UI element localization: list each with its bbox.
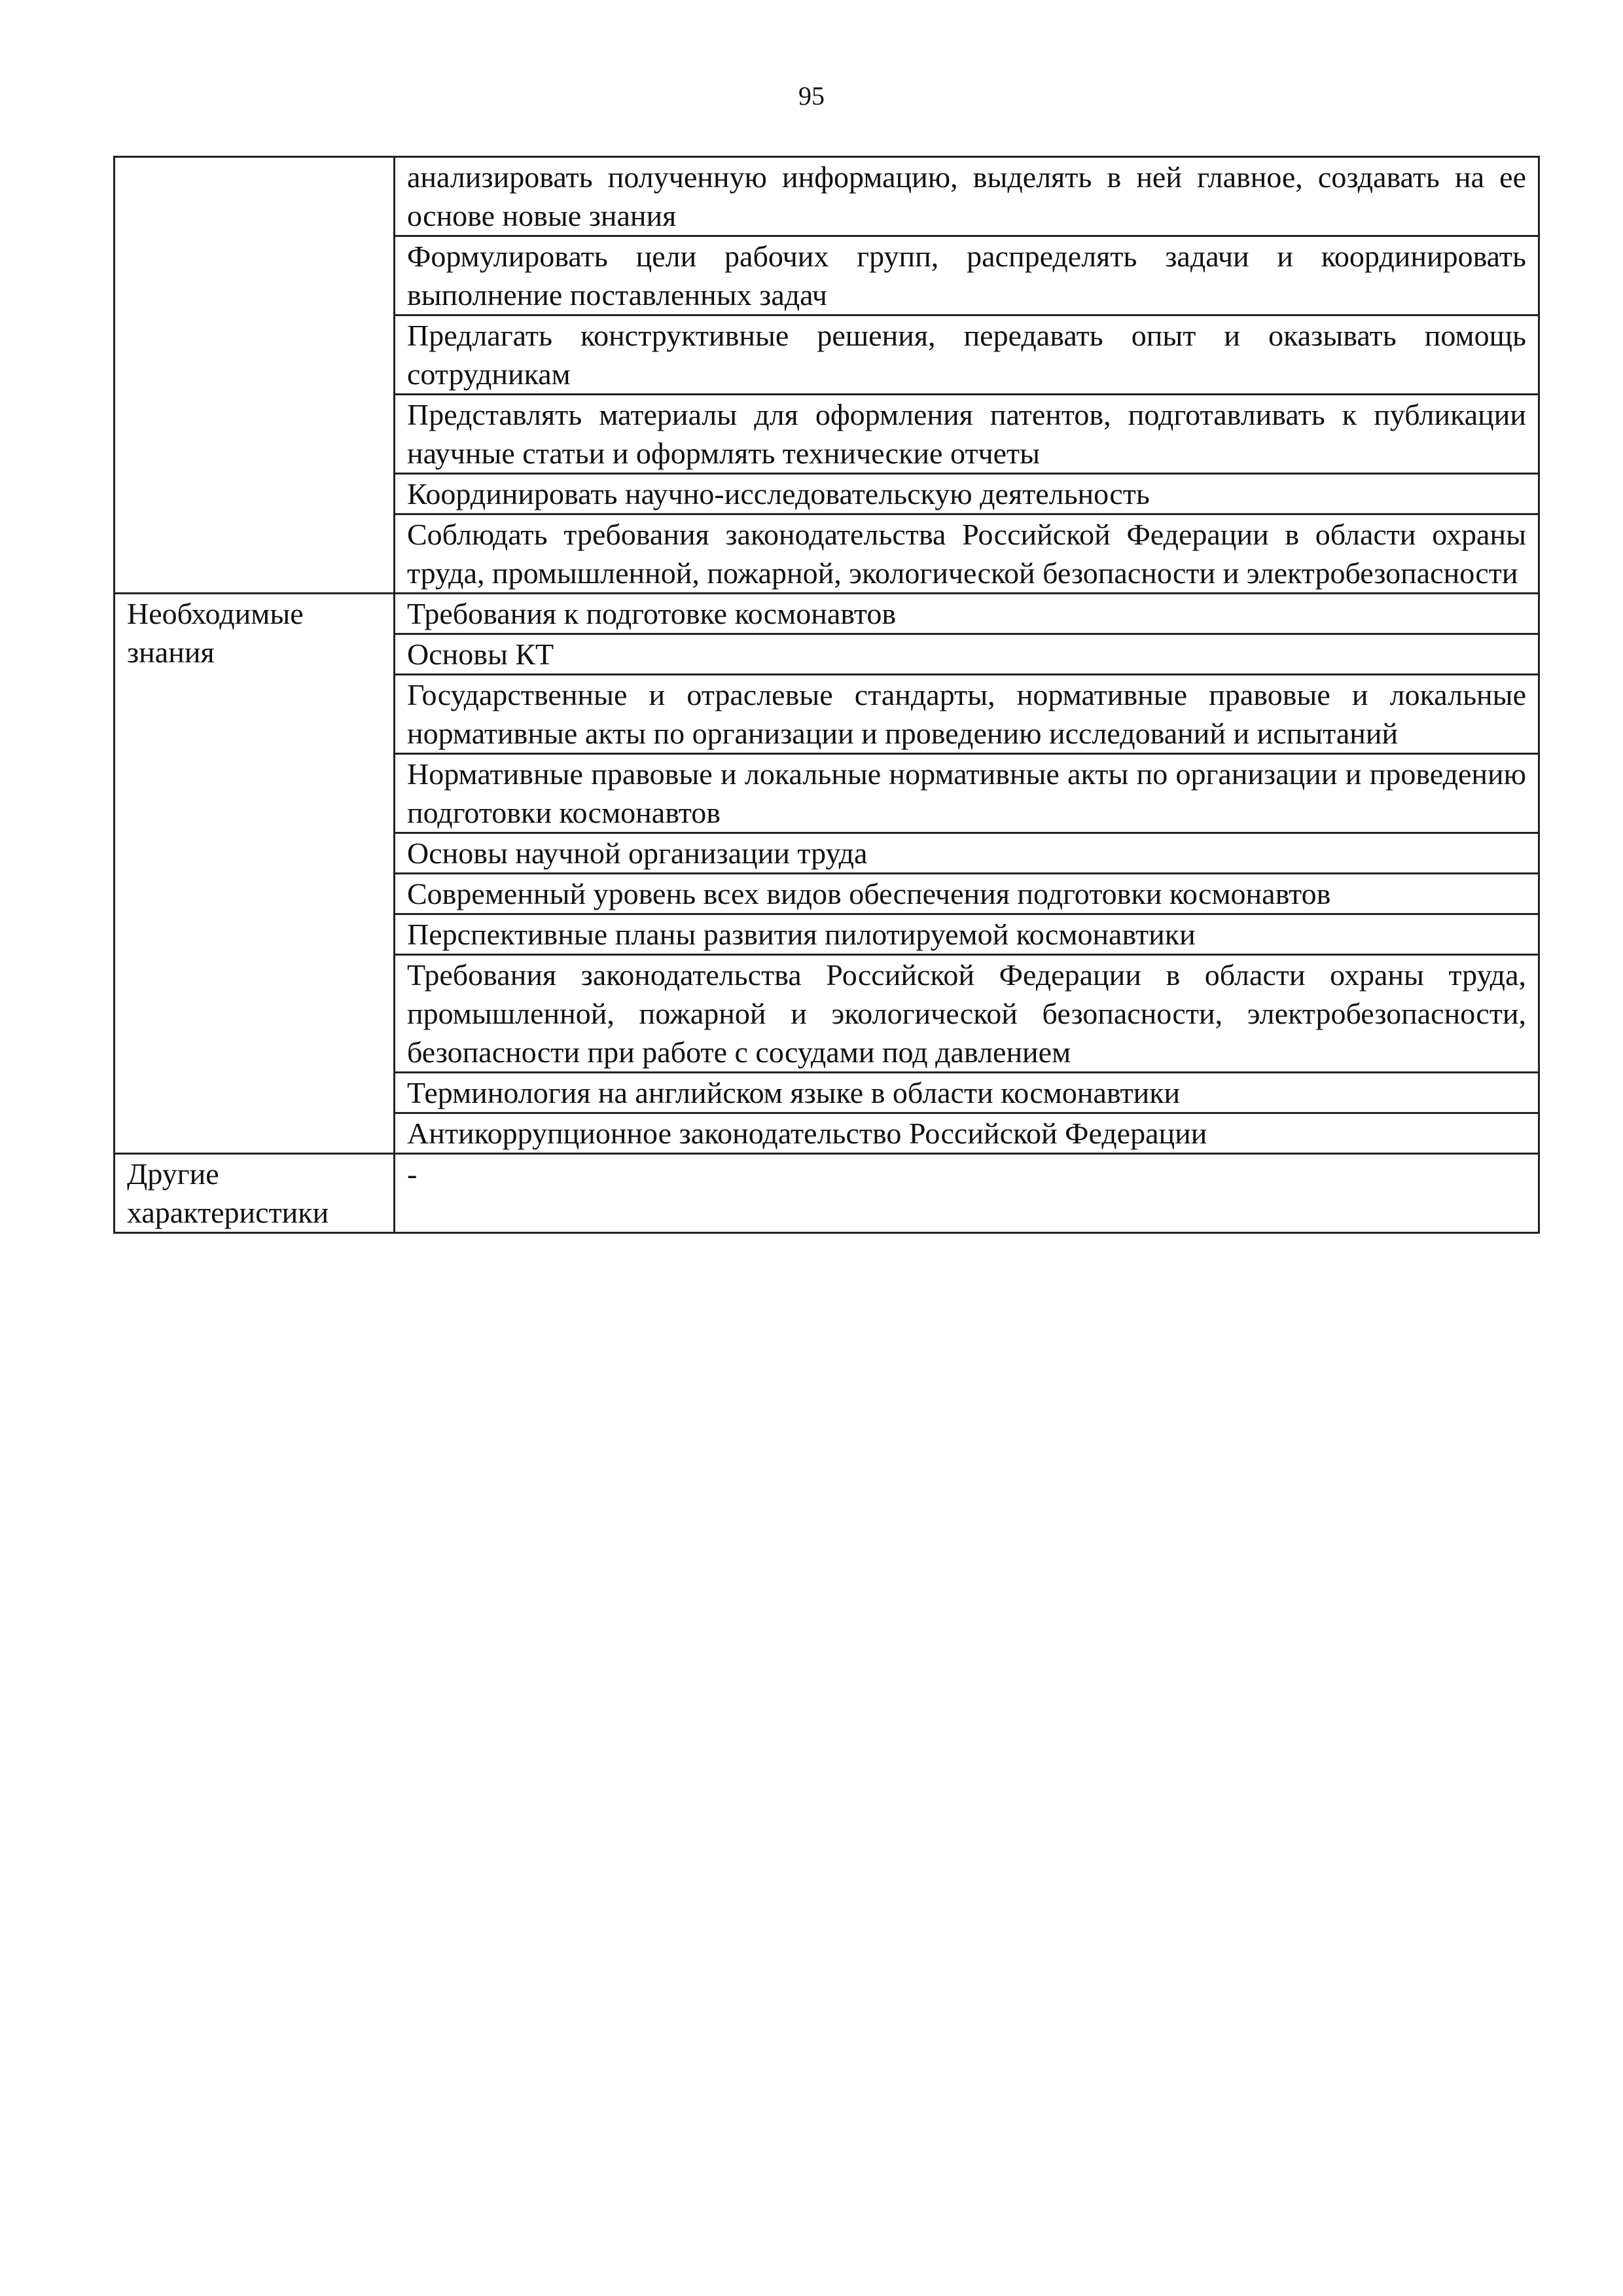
section-item: Координировать научно-исследовательскую деятельность [395,474,1539,514]
section-item: Перспективные планы развития пилотируемой космонавтики [395,914,1539,955]
section-item: Требования законодательства Российской Федерации в области охраны труда, промышленной, пожарной и экологической безопасности, электробезопасности, безопасности при работе с сосудами под давлением [395,955,1539,1073]
section-item: Соблюдать требования законодательства Российской Федерации в области охраны труда, промышленной, пожарной, экологической безопасности и электробезопасности [395,514,1539,594]
section-item: Терминология на английском языке в области космонавтики [395,1073,1539,1113]
section-item: Основы КТ [395,634,1539,675]
table-row [115,1154,1539,1233]
section-item: Современный уровень всех видов обеспечения подготовки космонавтов [395,874,1539,914]
section-label: Другие характеристики [115,1154,395,1233]
section-item: Формулировать цели рабочих групп, распределять задачи и координировать выполнение поставленных задач [395,236,1539,315]
section-item: - [395,1154,1539,1233]
qualification-table [113,156,1540,1234]
section-label [115,157,395,594]
section-label: Необходимые знания [115,594,395,1154]
section-item: Представлять материалы для оформления патентов, подготавливать к публикации научные статьи и оформлять технические отчеты [395,395,1539,474]
table-row [115,594,1539,634]
section-item: Основы научной организации труда [395,833,1539,874]
section-item: Предлагать конструктивные решения, передавать опыт и оказывать помощь сотрудникам [395,315,1539,395]
section-item: Антикоррупционное законодательство Российской Федерации [395,1113,1539,1154]
section-item: Требования к подготовке космонавтов [395,594,1539,634]
section-item: Нормативные правовые и локальные нормативные акты по организации и проведению подготовки космонавтов [395,754,1539,833]
section-item: анализировать полученную информацию, выделять в ней главное, создавать на ее основе новые знания [395,157,1539,236]
table-row [115,157,1539,236]
section-item: Государственные и отраслевые стандарты, нормативные правовые и локальные нормативные акты по организации и проведению исследований и испытаний [395,675,1539,754]
page-number: 95 [798,81,825,111]
qualification-table-body [115,157,1539,1233]
